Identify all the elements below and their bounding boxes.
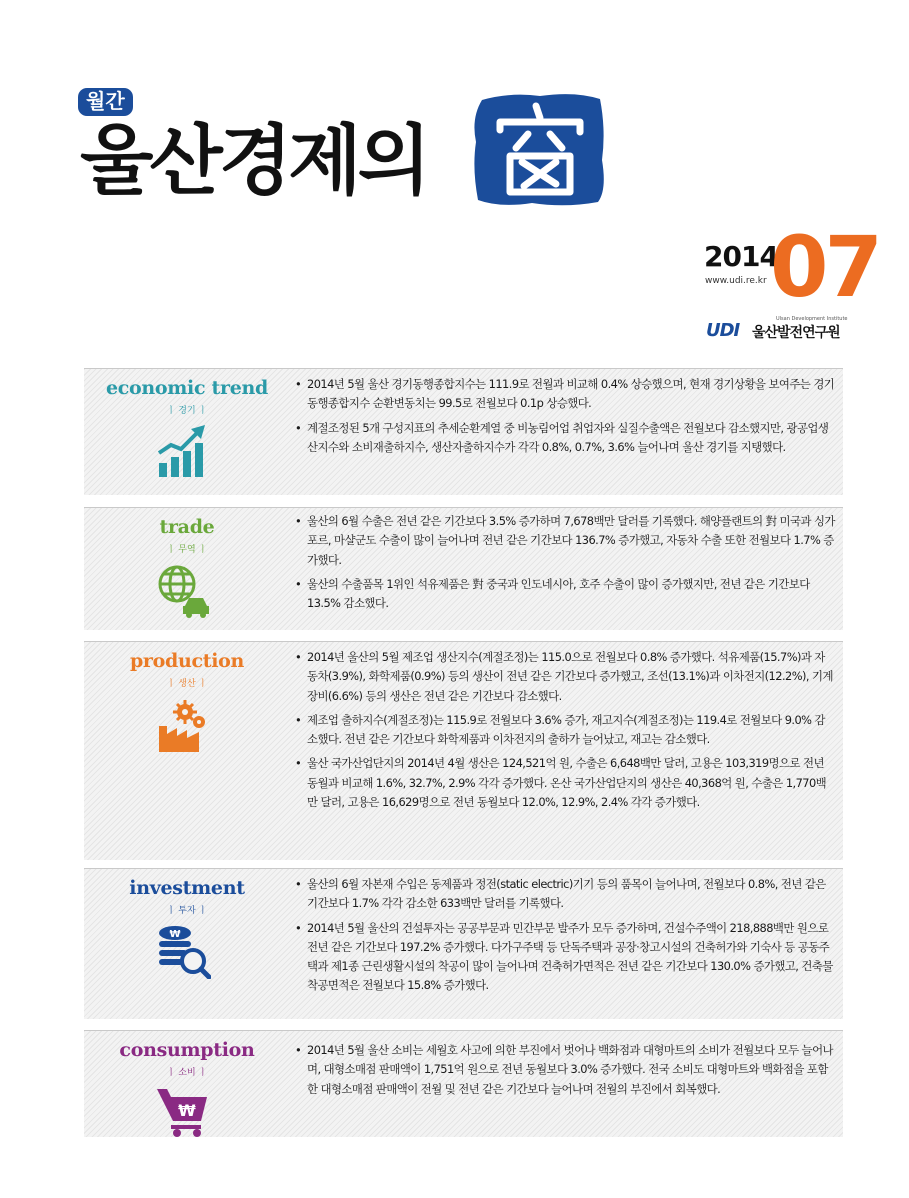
section-label-ko: ㅣ 경기 ㅣ — [166, 406, 208, 416]
section-consumption — [84, 1031, 843, 1137]
section-label-en: economic trend — [105, 377, 269, 399]
bullet-item: • 계절조정된 5개 구성지표의 추세순환계열 중 비농림어업 취업자와 실질수출액은 전월보다 감소했지만, 광공업생산지수와 소비재출하지수, 생산자출하지수가 각각 0.8%, 0.7%, 3.6% 늘어나며 울산 경기를 지탱했다. — [295, 419, 835, 458]
institute-name-english: Ulsan Development Institute — [776, 316, 848, 322]
section-label — [84, 377, 290, 416]
udi-logo-mark: UDI — [706, 320, 740, 341]
bullet-list — [295, 512, 835, 618]
issue-number: 07 — [770, 218, 879, 316]
bullet-item: • 울산의 수출품목 1위인 석유제품은 對 중국과 인도네시아, 호주 수출이 많이 증가했지만, 전년 같은 기간보다 13.5% 감소했다. — [295, 575, 835, 614]
bullet-item: • 울산의 6월 수출은 전년 같은 기간보다 3.5% 증가하며 7,678백만 달러를 기록했다. 해양플랜트의 對 미국과 싱가포르, 마샬군도 수출이 많이 늘어나며 전년 같은 기간보다 136.7% 증가했고, 자동차 수출 또한 전월보다 1.7% 증가했다. — [295, 512, 835, 570]
section-label-en: trade — [159, 516, 215, 538]
bullet-item: • 2014년 울산의 5월 제조업 생산지수(계절조정)는 115.0으로 전월보다 0.8% 증가했다. 석유제품(15.7%)과 자동차(3.9%), 화학제품(0.9%) 등의 생산이 전년 같은 기간보다 증가했고, 조선(13.1%)과 이차전지(12.2%), 기계장비(6.6%) 등의 생산은 전년 같은 기간보다 감소했다. — [295, 648, 835, 706]
section-label-ko: ㅣ 투자 ㅣ — [166, 906, 208, 916]
rising-bar-chart-icon — [155, 423, 211, 479]
section-label-ko: ㅣ 생산 ㅣ — [166, 679, 208, 689]
bullet-item: • 울산의 6월 자본재 수입은 동제품과 정전(static electric)기기 등의 품목이 늘어나며, 전월보다 0.8%, 전년 같은 기간보다 1.7% 각각 감소한 633백만 달러를 기록했다. — [295, 875, 835, 914]
bullet-item: • 2014년 5월 울산 소비는 세월호 사고에 의한 부진에서 벗어나 백화점과 대형마트의 소비가 전월보다 모두 늘어나며, 대형소매점 판매액이 1,751억 원으로 전년 동월보다 3.0% 증가했다. 전국 소비도 대형마트와 백화점을 포함한 대형소매점 판매액이 전월 및 전년 같은 기간보다 늘어나며 전월의 부진에서 회복했다. — [295, 1041, 835, 1099]
bullet-list — [295, 875, 835, 1001]
section-label — [84, 1039, 290, 1078]
globe-car-icon — [155, 562, 211, 618]
section-label — [84, 650, 290, 689]
section-trade — [84, 508, 843, 630]
website-url[interactable]: www.udi.re.kr — [705, 276, 767, 286]
bullet-list — [295, 375, 835, 462]
section-label-en: production — [129, 650, 245, 672]
bullet-item: • 제조업 출하지수(계절조정)는 115.9로 전월보다 3.6% 증가, 재고지수(계절조정)는 119.4로 전월보다 9.0% 감소했다. 전년 같은 기간보다 화학제품과 이차전지의 출하가 늘어났고, 재고는 감소했다. — [295, 711, 835, 750]
factory-gear-icon — [155, 698, 211, 754]
coins-magnifier-icon — [155, 923, 211, 979]
section-economic-trend — [84, 369, 843, 495]
monthly-badge: 월간 — [78, 88, 133, 116]
bullet-item: • 2014년 5월 울산의 건설투자는 공공부문과 민간부문 발주가 모두 증가하며, 건설수주액이 218,888백만 원으로 전년 같은 기간보다 197.2% 증가했다. 다가구주택 등 단독주택과 공장·창고시설의 건축허가와 기숙사 등 공동주택과 제1종 근린생활시설의 착공이 많이 늘어나며 건축허가면적은 전년 같은 기간보다 130.0% 증가했고, 건축물 착공면적은 전월보다 15.8% 증가했다. — [295, 919, 835, 996]
institute-name-korean: 울산발전연구원 — [752, 325, 840, 341]
institute-logo — [706, 316, 846, 342]
svg-text:₩: ₩ — [169, 929, 181, 940]
section-production — [84, 642, 843, 860]
section-label — [84, 516, 290, 555]
bullet-item: • 2014년 5월 울산 경기동행종합지수는 111.9로 전월과 비교해 0.4% 상승했으며, 현재 경기상황을 보여주는 경기동행종합지수 순환변동치는 99.5로 전월보다 0.1p 상승했다. — [295, 375, 835, 414]
bullet-list — [295, 648, 835, 817]
shopping-cart-icon — [155, 1083, 211, 1139]
section-label-ko: ㅣ 소비 ㅣ — [166, 1068, 208, 1078]
bullet-list — [295, 1041, 835, 1104]
svg-text:₩: ₩ — [178, 1101, 196, 1120]
issue-year: 2014 — [704, 240, 778, 273]
window-seal-logo-icon — [470, 90, 608, 208]
section-label-ko: ㅣ 무역 ㅣ — [166, 545, 208, 555]
section-label — [84, 877, 290, 916]
section-label-en: investment — [129, 877, 245, 899]
bullet-item: • 울산 국가산업단지의 2014년 4월 생산은 124,521억 원, 수출은 6,648백만 달러, 고용은 103,319명으로 전년 동월과 비교해 1.6%, 32.7%, 2.9% 각각 증가했다. 온산 국가산업단지의 생산은 40,368억 원, 수출은 1,770백만 달러, 고용은 16,629명으로 전년 동월보다 12.0%, 12.9%, 2.4% 각각 증가했다. — [295, 754, 835, 812]
section-investment — [84, 869, 843, 1019]
section-label-en: consumption — [119, 1039, 255, 1061]
publication-title: 울산경제의 — [80, 116, 428, 205]
